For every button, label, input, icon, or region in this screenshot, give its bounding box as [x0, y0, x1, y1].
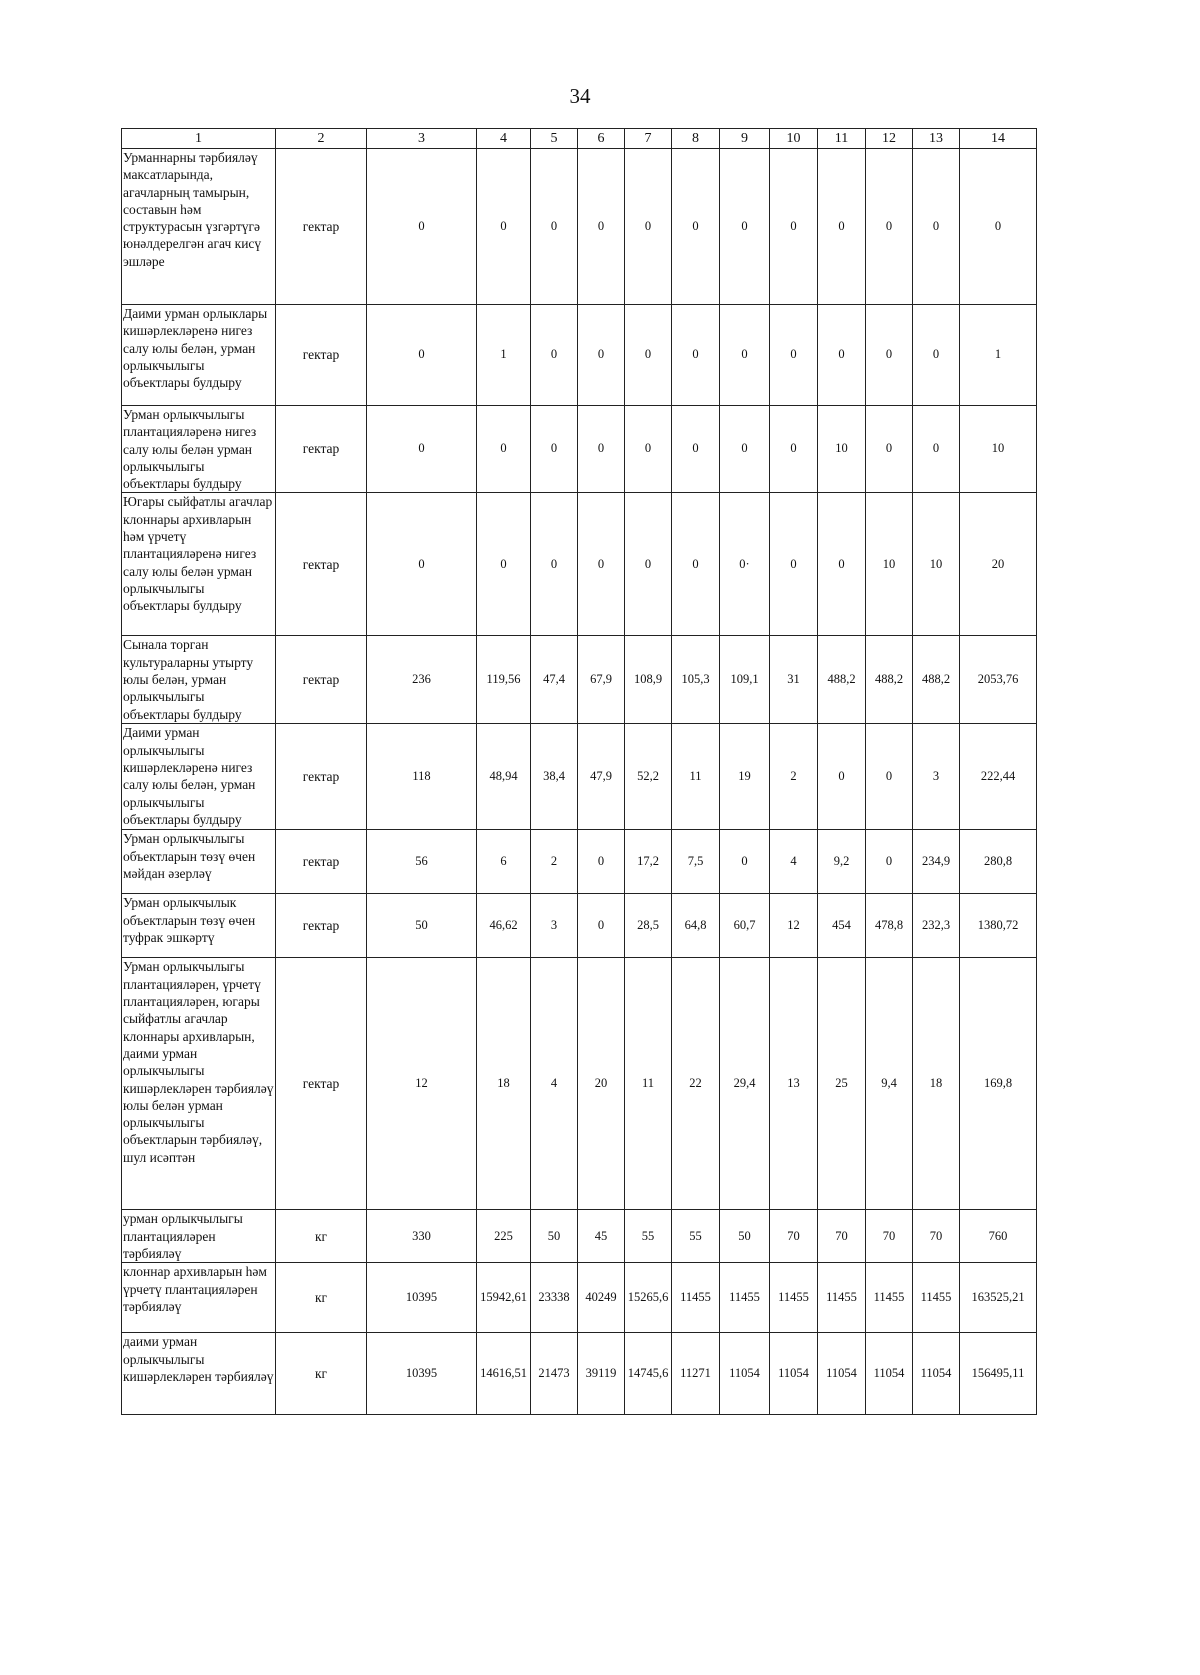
table-row — [122, 830, 1037, 894]
cell-value: 163525,21 — [960, 1263, 1037, 1333]
row-label: урман орлыкчылыгы плантацияләрен тәрбияләү — [122, 1210, 276, 1263]
cell-value: 0 — [866, 406, 913, 493]
cell-value: 119,56 — [477, 636, 531, 724]
cell-value: 50 — [367, 894, 477, 958]
cell-value: 0 — [672, 493, 720, 636]
cell-value: 0· — [720, 493, 770, 636]
cell-value: 0 — [625, 493, 672, 636]
table-row — [122, 493, 1037, 636]
cell-value: 11455 — [913, 1263, 960, 1333]
cell-value: 0 — [367, 305, 477, 406]
row-label: Урман орлыкчылыгы плантацияләрен, үрчетү плантацияләрен, югары сыйфатлы агачлар клоннары архивларын, даими урман орлыкчылыгы кишәрлекләрен тәрбияләү юлы белән урман орлыкчылыгы объектларын тәрбияләү, шул исәптән — [122, 958, 276, 1210]
cell-value: 1380,72 — [960, 894, 1037, 958]
cell-value: 0 — [818, 724, 866, 830]
cell-value: 0 — [770, 406, 818, 493]
cell-value: 0 — [531, 493, 578, 636]
cell-value: 47,4 — [531, 636, 578, 724]
cell-value: 70 — [866, 1210, 913, 1263]
col-header: 2 — [276, 129, 367, 149]
cell-value: 0 — [866, 724, 913, 830]
cell-value: 0 — [672, 305, 720, 406]
cell-value: 20 — [960, 493, 1037, 636]
cell-value: 330 — [367, 1210, 477, 1263]
cell-value: 108,9 — [625, 636, 672, 724]
cell-value: 0 — [625, 305, 672, 406]
row-label: Югары сыйфатлы агачлар клоннары архивларын һәм үрчетү плантацияләренә нигез салу юлы белән урман орлыкчылыгы объектлары булдыру — [122, 493, 276, 636]
cell-value: 0 — [720, 830, 770, 894]
cell-value: 488,2 — [818, 636, 866, 724]
cell-value: 156495,11 — [960, 1333, 1037, 1415]
row-unit: кг — [276, 1263, 367, 1333]
cell-value: 18 — [913, 958, 960, 1210]
row-label: Урман орлыкчылыгы объектларын төзү өчен мәйдан әзерләү — [122, 830, 276, 894]
cell-value: 2 — [531, 830, 578, 894]
col-header: 13 — [913, 129, 960, 149]
cell-value: 0 — [913, 406, 960, 493]
table-body — [122, 149, 1037, 1415]
cell-value: 70 — [818, 1210, 866, 1263]
cell-value: 234,9 — [913, 830, 960, 894]
table-row — [122, 1210, 1037, 1263]
cell-value: 11054 — [913, 1333, 960, 1415]
col-header: 7 — [625, 129, 672, 149]
row-unit: гектар — [276, 636, 367, 724]
cell-value: 0 — [477, 493, 531, 636]
cell-value: 10 — [866, 493, 913, 636]
cell-value: 0 — [531, 305, 578, 406]
cell-value: 0 — [720, 149, 770, 305]
cell-value: 0 — [770, 493, 818, 636]
cell-value: 47,9 — [578, 724, 625, 830]
cell-value: 22 — [672, 958, 720, 1210]
cell-value: 11054 — [866, 1333, 913, 1415]
col-header: 3 — [367, 129, 477, 149]
cell-value: 21473 — [531, 1333, 578, 1415]
col-header: 10 — [770, 129, 818, 149]
row-unit: гектар — [276, 958, 367, 1210]
cell-value: 0 — [866, 830, 913, 894]
cell-value: 56 — [367, 830, 477, 894]
cell-value: 3 — [913, 724, 960, 830]
header-row — [122, 129, 1037, 149]
cell-value: 39119 — [578, 1333, 625, 1415]
row-label: Урман орлыкчылыгы плантацияләренә нигез салу юлы белән урман орлыкчылыгы объектлары булдыру — [122, 406, 276, 493]
cell-value: 0 — [818, 493, 866, 636]
cell-value: 0 — [672, 406, 720, 493]
cell-value: 11054 — [770, 1333, 818, 1415]
cell-value: 60,7 — [720, 894, 770, 958]
cell-value: 9,2 — [818, 830, 866, 894]
row-label: Сынала торган культураларны утырту юлы белән, урман орлыкчылыгы объектлары булдыру — [122, 636, 276, 724]
table-row — [122, 894, 1037, 958]
cell-value: 45 — [578, 1210, 625, 1263]
row-label: Урман орлыкчылык объектларын төзү өчен туфрак эшкәртү — [122, 894, 276, 958]
cell-value: 2 — [770, 724, 818, 830]
cell-value: 10395 — [367, 1333, 477, 1415]
cell-value: 4 — [531, 958, 578, 1210]
cell-value: 0 — [720, 406, 770, 493]
col-header: 8 — [672, 129, 720, 149]
cell-value: 11455 — [720, 1263, 770, 1333]
cell-value: 478,8 — [866, 894, 913, 958]
cell-value: 6 — [477, 830, 531, 894]
row-unit: кг — [276, 1210, 367, 1263]
row-unit: кг — [276, 1333, 367, 1415]
cell-value: 0 — [367, 406, 477, 493]
cell-value: 7,5 — [672, 830, 720, 894]
cell-value: 0 — [578, 894, 625, 958]
col-header: 12 — [866, 129, 913, 149]
col-header: 11 — [818, 129, 866, 149]
cell-value: 29,4 — [720, 958, 770, 1210]
cell-value: 48,94 — [477, 724, 531, 830]
cell-value: 50 — [531, 1210, 578, 1263]
cell-value: 15265,6 — [625, 1263, 672, 1333]
col-header: 14 — [960, 129, 1037, 149]
cell-value: 20 — [578, 958, 625, 1210]
cell-value: 118 — [367, 724, 477, 830]
cell-value: 38,4 — [531, 724, 578, 830]
data-table — [121, 128, 1037, 1415]
cell-value: 11455 — [672, 1263, 720, 1333]
cell-value: 4 — [770, 830, 818, 894]
row-unit: гектар — [276, 493, 367, 636]
cell-value: 10395 — [367, 1263, 477, 1333]
table-row — [122, 406, 1037, 493]
cell-value: 488,2 — [913, 636, 960, 724]
row-label: Даими урман орлыклары кишәрлекләренә нигез салу юлы белән, урман орлыкчылыгы объектлары булдыру — [122, 305, 276, 406]
cell-value: 19 — [720, 724, 770, 830]
cell-value: 0 — [578, 149, 625, 305]
cell-value: 23338 — [531, 1263, 578, 1333]
cell-value: 11455 — [866, 1263, 913, 1333]
cell-value: 0 — [531, 149, 578, 305]
cell-value: 232,3 — [913, 894, 960, 958]
cell-value: 0 — [531, 406, 578, 493]
col-header: 1 — [122, 129, 276, 149]
row-unit: гектар — [276, 305, 367, 406]
row-unit: гектар — [276, 406, 367, 493]
cell-value: 11271 — [672, 1333, 720, 1415]
cell-value: 236 — [367, 636, 477, 724]
table-row — [122, 149, 1037, 305]
cell-value: 13 — [770, 958, 818, 1210]
cell-value: 0 — [367, 493, 477, 636]
cell-value: 9,4 — [866, 958, 913, 1210]
cell-value: 0 — [770, 149, 818, 305]
col-header: 5 — [531, 129, 578, 149]
cell-value: 105,3 — [672, 636, 720, 724]
cell-value: 0 — [720, 305, 770, 406]
cell-value: 3 — [531, 894, 578, 958]
cell-value: 0 — [818, 305, 866, 406]
cell-value: 40249 — [578, 1263, 625, 1333]
cell-value: 12 — [770, 894, 818, 958]
row-label: Даими урман орлыкчылыгы кишәрлекләренә нигез салу юлы белән, урман орлыкчылыгы объектлары булдыру — [122, 724, 276, 830]
cell-value: 1 — [960, 305, 1037, 406]
cell-value: 12 — [367, 958, 477, 1210]
table-row — [122, 1333, 1037, 1415]
cell-value: 169,8 — [960, 958, 1037, 1210]
cell-value: 10 — [818, 406, 866, 493]
cell-value: 18 — [477, 958, 531, 1210]
cell-value: 14745,6 — [625, 1333, 672, 1415]
cell-value: 11054 — [720, 1333, 770, 1415]
table-row — [122, 1263, 1037, 1333]
col-header: 6 — [578, 129, 625, 149]
cell-value: 0 — [818, 149, 866, 305]
cell-value: 55 — [672, 1210, 720, 1263]
table-row — [122, 636, 1037, 724]
table-row — [122, 724, 1037, 830]
cell-value: 46,62 — [477, 894, 531, 958]
cell-value: 225 — [477, 1210, 531, 1263]
cell-value: 10 — [913, 493, 960, 636]
cell-value: 64,8 — [672, 894, 720, 958]
cell-value: 11455 — [818, 1263, 866, 1333]
cell-value: 11455 — [770, 1263, 818, 1333]
row-label: Урманнарны тәрбияләү максатларында, агачларның тамырын, составын һәм структурасын үзгәртүгә юнәлдерелгән агач кисү эшләре — [122, 149, 276, 305]
cell-value: 55 — [625, 1210, 672, 1263]
row-unit: гектар — [276, 830, 367, 894]
cell-value: 760 — [960, 1210, 1037, 1263]
row-unit: гектар — [276, 149, 367, 305]
cell-value: 67,9 — [578, 636, 625, 724]
cell-value: 0 — [960, 149, 1037, 305]
cell-value: 10 — [960, 406, 1037, 493]
cell-value: 1 — [477, 305, 531, 406]
cell-value: 15942,61 — [477, 1263, 531, 1333]
cell-value: 0 — [770, 305, 818, 406]
cell-value: 0 — [477, 149, 531, 305]
cell-value: 0 — [578, 305, 625, 406]
row-label: клоннар архивларын һәм үрчетү плантацияләрен тәрбияләү — [122, 1263, 276, 1333]
col-header: 4 — [477, 129, 531, 149]
cell-value: 0 — [367, 149, 477, 305]
cell-value: 28,5 — [625, 894, 672, 958]
cell-value: 11 — [625, 958, 672, 1210]
cell-value: 454 — [818, 894, 866, 958]
cell-value: 222,44 — [960, 724, 1037, 830]
row-unit: гектар — [276, 894, 367, 958]
cell-value: 11054 — [818, 1333, 866, 1415]
cell-value: 17,2 — [625, 830, 672, 894]
col-header: 9 — [720, 129, 770, 149]
table-row — [122, 958, 1037, 1210]
cell-value: 0 — [578, 830, 625, 894]
cell-value: 0 — [866, 305, 913, 406]
cell-value: 109,1 — [720, 636, 770, 724]
cell-value: 70 — [770, 1210, 818, 1263]
cell-value: 25 — [818, 958, 866, 1210]
cell-value: 0 — [477, 406, 531, 493]
cell-value: 11 — [672, 724, 720, 830]
cell-value: 0 — [672, 149, 720, 305]
cell-value: 0 — [578, 493, 625, 636]
cell-value: 280,8 — [960, 830, 1037, 894]
cell-value: 50 — [720, 1210, 770, 1263]
cell-value: 0 — [625, 149, 672, 305]
cell-value: 52,2 — [625, 724, 672, 830]
cell-value: 31 — [770, 636, 818, 724]
cell-value: 0 — [578, 406, 625, 493]
cell-value: 0 — [866, 149, 913, 305]
row-label: даими урман орлыкчылыгы кишәрлекләрен тәрбияләү — [122, 1333, 276, 1415]
cell-value: 0 — [625, 406, 672, 493]
cell-value: 70 — [913, 1210, 960, 1263]
table-row — [122, 305, 1037, 406]
cell-value: 2053,76 — [960, 636, 1037, 724]
page-number: 34 — [569, 84, 591, 108]
cell-value: 0 — [913, 305, 960, 406]
cell-value: 0 — [913, 149, 960, 305]
cell-value: 488,2 — [866, 636, 913, 724]
row-unit: гектар — [276, 724, 367, 830]
cell-value: 14616,51 — [477, 1333, 531, 1415]
